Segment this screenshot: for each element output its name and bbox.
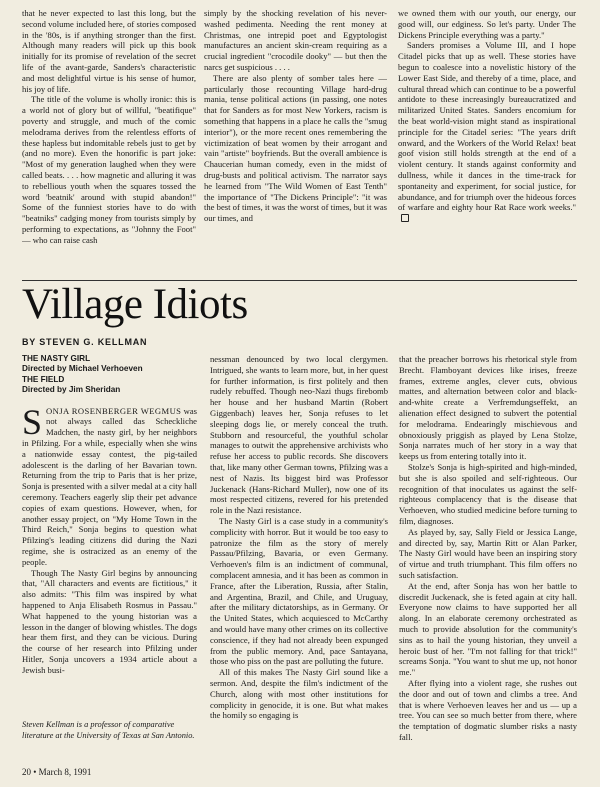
article-byline: BY STEVEN G. KELLMAN <box>22 337 148 347</box>
paragraph <box>398 40 576 224</box>
paragraph-text: was not always called das Scheckliche Madchen, the nasty girl, by her neighbors in Pfilzing. For a while, especially when she wins a nationwide essay contest, the pig-tailed adolescent is the darling of her Bavarian town. Returning from the trip to Paris that is her prize, Sonja is presented with a silver medal at a city hall ceremony. Teachers eagerly slip their pet advance copies of exam questions. However, when, for another essay project, on "My Home Town in the Third Reich," Sonja begins to question what Pfilzing's leading citizens did during the Nazi regime, she is ostracized as an enemy of the people. <box>22 405 197 567</box>
paragraph: that the preacher borrows his rhetorical style from Brecht. Flamboyant devices like irises, freeze frames, extreme angles, clever cuts, obvious mattes, and alternation between color and black-and-white create a Verfremdungseffekt, an alienation effect designed to subvert the potential for melodrama. Endearingly mischievous and obnoxiously priggish as played by Lena Stolze, Sonja narrates much of her story in a way that keeps us from entering totally into it. <box>399 354 577 462</box>
paragraph: simply by the shocking revelation of his never-washed pedimenta. Needing the rent money at Christmas, one intrepid poet and Egyptologist manufactures an ancient skin-cream requiring as a crucial ingredient "crocodile dooky" — but then the narcs get suspicious . . . . <box>204 8 387 72</box>
film-title: THE FIELD <box>22 374 65 384</box>
film-director: Directed by Michael Verhoeven <box>22 364 143 374</box>
lead-in: ONJA ROSENBERGER WEGMUS <box>46 405 182 416</box>
paragraph: that he never expected to last this long, but the second volume included here, of stories composed in the '80s, is if anything stronger than the first. Although many readers will pick up this book initially for its promise of revelation of the secret life of the avant-garde, Sanders's characteristic and most delightful virtue is his sense of humor, his joy of life. <box>22 8 196 94</box>
paragraph: we owned them with our youth, our energy, our good will, our edginess. So let's party. Under The Dickens Principle everything was a party." <box>398 8 576 40</box>
paragraph-text: Sanders promises a Volume III, and I hope Citadel picks that up as well. These stories have begun to coalesce into a novelistic history of the Lower East Side, and thereby of a time, place, and cultural thread which can continue to be a powerful antidote to these increasingly bureaucratized and militarized United States. Sanders encomium for the beat world-vision might stand as inspirational principle for the Citadel series: "The years drift onward, and the Workers of the World Relax! beat goof vision still holds strength at the end of a violent century. It stands against conformity and dullness, while it dances in the time-track for spontaneity and experiment, for social justice, for abundance, and for triumph over the hideous forces of warfare and eighty hour Rat Race work weeks." <box>398 40 576 213</box>
paragraph: The title of the volume is wholly ironic: this is a world not of glory but of willful, "beatifique" poverty and struggle, and much of the comic melodrama derives from the relentless efforts of these hapless but indomitable rebels just to get by (and no more). Even the honorific is part joke: "Most of my generation laughed when they were called beats. . . . how magnetic and alluring it was to rebellious youth when the squares tossed the word 'beatnik' around with stupid abandon!" Some of the funniest stories have to do with "beatniks" cadging money from tourists simply by performing to expectations, as "Johnny the Foot" — who can raise cash <box>22 94 196 245</box>
page-footer: 20 • March 8, 1991 <box>22 767 92 777</box>
film-director: Directed by Jim Sheridan <box>22 385 121 395</box>
paragraph: At the end, after Sonja has won her battle to discredit Juckenack, she is feted again at city hall. Everyone now claims to have supported her all along. In an elaborate ceremony orchestrated as much to provide absolution for the community's sins as to hail the young historian, they unveil a heroic bust of her. "I'm not falling for that trick!" screams Sonja. "You want to shut me up, not honor me." <box>399 580 577 678</box>
paragraph: All of this makes The Nasty Girl sound like a sermon. And, despite the film's indictment of the Church, along with most other institutions for complicity in genocide, it is one. But what makes the homily so engaging is <box>210 667 388 721</box>
paragraph: Though The Nasty Girl begins by announcing that, "All characters and events are fictitious," it also admits: "This film was inspired by what happened to Anja Elisabeth Rosmus in Passau." What happened to the young historian was a lesson in the danger of blowing whistles. The dogs hear them first, and they can be vicious. During the course of her research into Pfilzing under Hitler, Sonja uncovers a 1934 article about a Jewish busi- <box>22 567 197 675</box>
lead-paragraph <box>22 401 197 568</box>
previous-article-column-2 <box>204 8 387 286</box>
drop-cap: S <box>22 401 43 442</box>
paragraph: There are also plenty of somber tales here — particularly those recounting Village hard-drug mania, tense political actions (in passing, one notes that for Sanders as for most New Yorkers, racism is something that happens in a place he calls the "smug interior"), or the more recent ones remembering the victimization of beat women by their arrogant and vain "artiste" boyfriends. But the overall ambience is Chaucerian human comedy, even in the midst of drug-busts and political activism. The narrator says he learned from "The Wild Women of East Tenth" the importance of "The Dickens Principle": "it was the best of times, it was the worst of times, but it was our times, and <box>204 72 387 224</box>
paragraph: As played by, say, Sally Field or Jessica Lange, and directed by, say, Martin Ritt or Alan Parker, The Nasty Girl would have been an inspiring story of virtue and truth triumphant. This film offers no such satisfaction. <box>399 526 577 580</box>
film-credits <box>22 354 197 396</box>
author-bio: Steven Kellman is a professor of comparative literature at the University of Texas at San Antonio. <box>22 720 195 740</box>
article-column-3 <box>399 354 577 750</box>
article-headline: Village Idiots <box>22 281 248 328</box>
article-column-1 <box>22 354 197 734</box>
paragraph: Stolze's Sonja is high-spirited and high-minded, but she is also spoiled and self-righteous. Our recognition of that inoculates us against the self-righteous complacency that is the disease that Verhoeven, who studied medicine before turning to film, diagnoses. <box>399 461 577 526</box>
film-title: THE NASTY GIRL <box>22 354 91 363</box>
paragraph: The Nasty Girl is a case study in a community's complicity with horror. But it would be too easy to patronize the film as the story of merely Passau/Pfilzing, Bavaria, or even Germany. Verhoeven's film is an indictment of communal, complacent amnesia, and it has been as common in France, after the Liberation, Russia, after Stalin, and Argentina, Brazil, and Chile, and Uruguay, after the military dictatorships, as in Germany. Or the United States, which acquiesced to McCarthy and would have many other crimes on its collective conscience, if they had not already been expunged from the public memory. And, pace Santayana, those who piss on the past are polluting the future. <box>210 515 388 667</box>
article-column-2 <box>210 354 388 750</box>
end-of-article-icon <box>401 214 409 222</box>
previous-article-column-3 <box>398 8 576 286</box>
paragraph: After flying into a violent rage, she rushes out the door and out of town and climbs a tree. And that is where Verhoeven leaves her and us — up a tree. You can see so much better from there, where the temptation of dogmatic slumber risks a nasty fall. <box>399 677 577 742</box>
previous-article-column-1 <box>22 8 196 286</box>
paragraph: nessman denounced by two local clergymen. Intrigued, she wants to learn more, but, in her quest for further information, is first politely and then rudely rebuffed. Though neo-Nazi thugs firebomb her house and her husband Martin (Robert Giggenbach) leaves her, Sonja refuses to let sleeping dogs lie, or merely conceal the truth. Stubborn and resourceful, the youthful scholar manages to outwit the apprehensive archivists who refuse her access to public records. She discovers that, like many other German towns, Pfilzing was a nest of Nazis. Its biggest bird was Professor Juckenack (Hans-Richard Muller), now one of its most respected citizens, revered for his pretended role in the Nazi resistance. <box>210 354 388 516</box>
